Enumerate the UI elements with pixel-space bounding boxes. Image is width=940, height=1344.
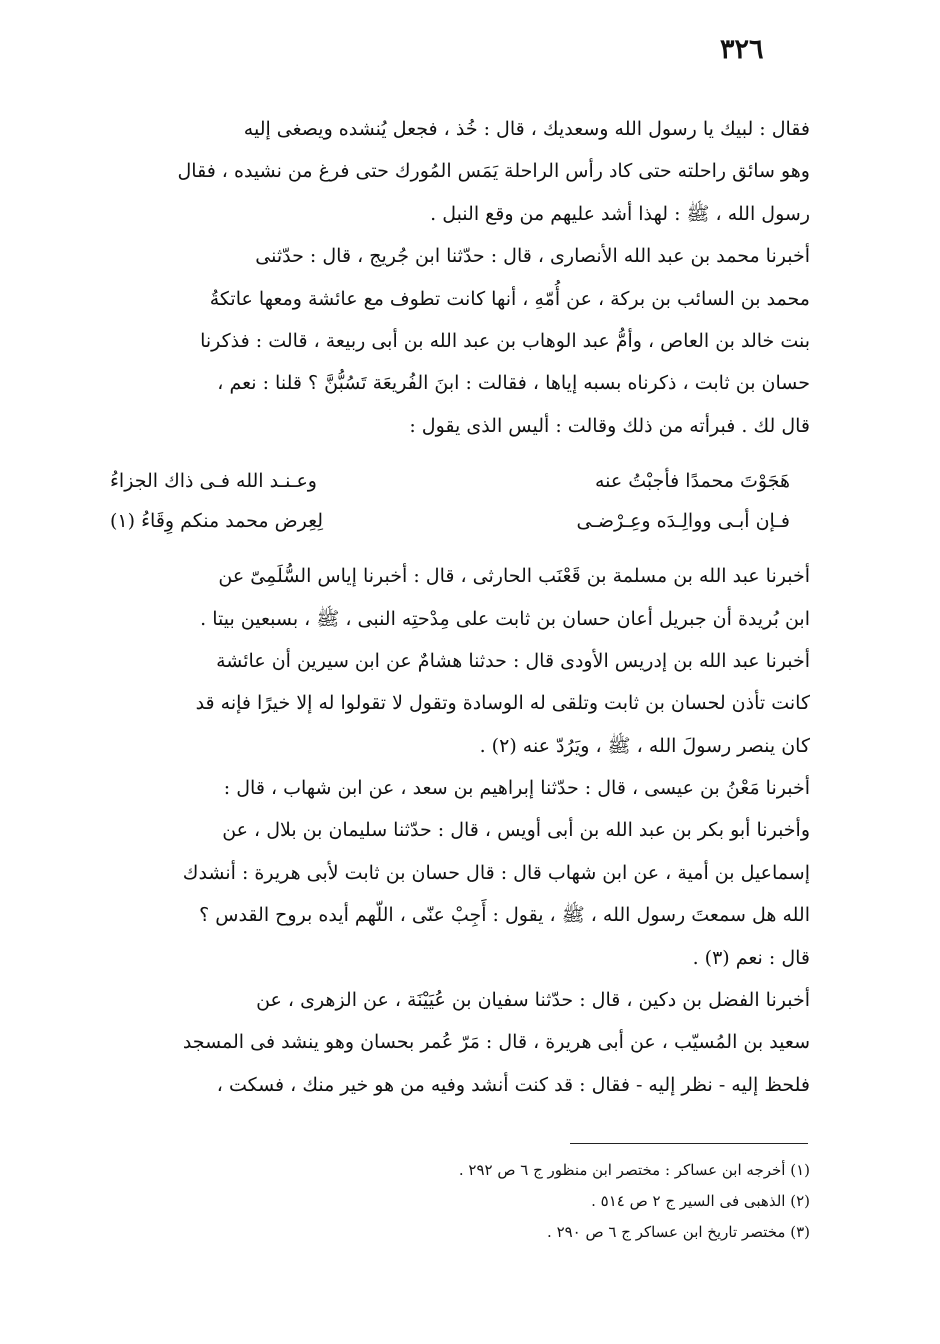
- poem-verse: [100, 461, 810, 501]
- verse-second-hemistich: وعـنـد الله فـى ذاك الجزاءُ: [110, 470, 317, 493]
- text-line: أخبرنا عبد الله بن إدريس الأودى قال : حدثنا هشامٌ عن ابن سيرين أن عائشة: [216, 649, 810, 672]
- text-line: محمد بن السائب بن بركة ، عن أُمّهِ ، أنها كانت تطوف مع عائشة ومعها عاتكةُ: [209, 287, 810, 310]
- paragraph-6: [100, 979, 810, 1106]
- text-line: وأخبرنا أبو بكر بن عبد الله بن أبى أويس ، قال : حدّثنا سليمان بن بلال ، عن: [222, 819, 810, 842]
- paragraph-1: [100, 108, 810, 235]
- text-line: ابن بُريدة أن جبريل أعان حسان بن ثابت على مِدْحتِه النبى ، ﷺ ، بسبعين بيتا .: [200, 607, 810, 630]
- footnotes: [300, 1155, 810, 1248]
- text-line: أخبرنا الفضل بن دكين ، قال : حدّثنا سفيان بن عُيَيْنَة ، عن الزهرى ، عن: [256, 989, 810, 1012]
- paragraph-4: [100, 640, 810, 767]
- verse-first-hemistich: فـإن أبـى ووالِـدَه وعِـرْضـى: [576, 510, 790, 533]
- verse-first-hemistich: هَجَوْتَ محمدًا فأجبْتُ عنه: [594, 470, 790, 493]
- footnote-3: (٣) مختصر تاريخ ابن عساكر ج ٦ ص ٢٩٠ .: [547, 1223, 810, 1241]
- text-line: كان ينصر رسولَ الله ، ﷺ ، ويَرُدّ عنه (٢) .: [479, 734, 810, 757]
- poem-verse: [100, 501, 810, 541]
- text-line: قال : نعم (٣) .: [692, 946, 810, 969]
- text-line: فقال : لبيك يا رسول الله وسعديك ، قال : خُذ ، فجعل يُنشده ويصغى إليه: [243, 118, 810, 140]
- text-line: إسماعيل بن أمية ، عن ابن شهاب قال : قال حسان بن ثابت لأبى هريرة : أنشدك: [182, 861, 810, 884]
- text-line: الله هل سمعتَ رسول الله ، ﷺ ، يقول : أَجِبْ عنّى ، اللّهم أيده بروح القدس ؟: [199, 904, 810, 927]
- text-line: سعيد بن المُسيّب ، عن أبى هريرة ، قال : مَرّ عُمر بحسان وهو ينشد فى المسجد: [182, 1031, 810, 1054]
- text-line: كانت تأذن لحسان بن ثابت وتلقى له الوسادة وتقول لا تقولوا له إلا خيرًا فإنه قد: [195, 692, 810, 715]
- text-line: قال لك . فبرأته من ذلك وقالت : أليس الذى يقول :: [409, 414, 810, 437]
- page-number: ٣٢٦: [720, 34, 764, 65]
- footnote-divider: [570, 1143, 808, 1144]
- text-line: فلحظ إليه - نظر إليه - فقال : قد كنت أنشد وفيه من هو خير منك ، فسكت ،: [216, 1073, 810, 1096]
- text-line: رسول الله ، ﷺ : لهذا أشد عليهم من وقع النبل .: [430, 202, 810, 225]
- text-line: أخبرنا محمد بن عبد الله الأنصارى ، قال : حدّثنا ابن جُريج ، قال : حدّثنى: [255, 245, 810, 268]
- paragraph-3: [100, 555, 810, 640]
- footnote-2: (٢) الذهبى فى السير ج ٢ ص ٥١٤ .: [591, 1192, 810, 1210]
- text-line: بنت خالد بن العاص ، وأمُّ عبد الوهاب بن عبد الله بن أبى ربيعة ، قالت : فذكرنا: [200, 329, 810, 352]
- text-line: أخبرنا مَعْنُ بن عيسى ، قال : حدّثنا إبراهيم بن سعد ، عن ابن شهاب ، قال :: [223, 777, 810, 800]
- poem: [100, 461, 810, 541]
- body-text: [100, 108, 810, 1106]
- text-line: أخبرنا عبد الله بن مسلمة بن قَعْنَب الحارثى ، قال : أخبرنا إياس السُّلَمِىّ عن: [218, 565, 810, 588]
- verse-second-hemistich: لِعِرض محمد منكم وِقَاءُ (١): [110, 510, 324, 533]
- paragraph-2: [100, 235, 810, 447]
- text-line: حسان بن ثابت ، ذكرناه بسبه إياها ، فقالت : ابنَ الفُريعَة تَسُبُّنَّ ؟ قلنا : نعم ،: [217, 372, 810, 395]
- footnote-1: (١) أخرجه ابن عساكر : مختصر ابن منظور ج ٦ ص ٢٩٢ .: [458, 1161, 810, 1179]
- paragraph-5: [100, 767, 810, 979]
- text-line: وهو سائق راحلته حتى كاد رأس الراحلة يَمَس المُورك حتى فرغ من نشيده ، فقال: [177, 160, 810, 183]
